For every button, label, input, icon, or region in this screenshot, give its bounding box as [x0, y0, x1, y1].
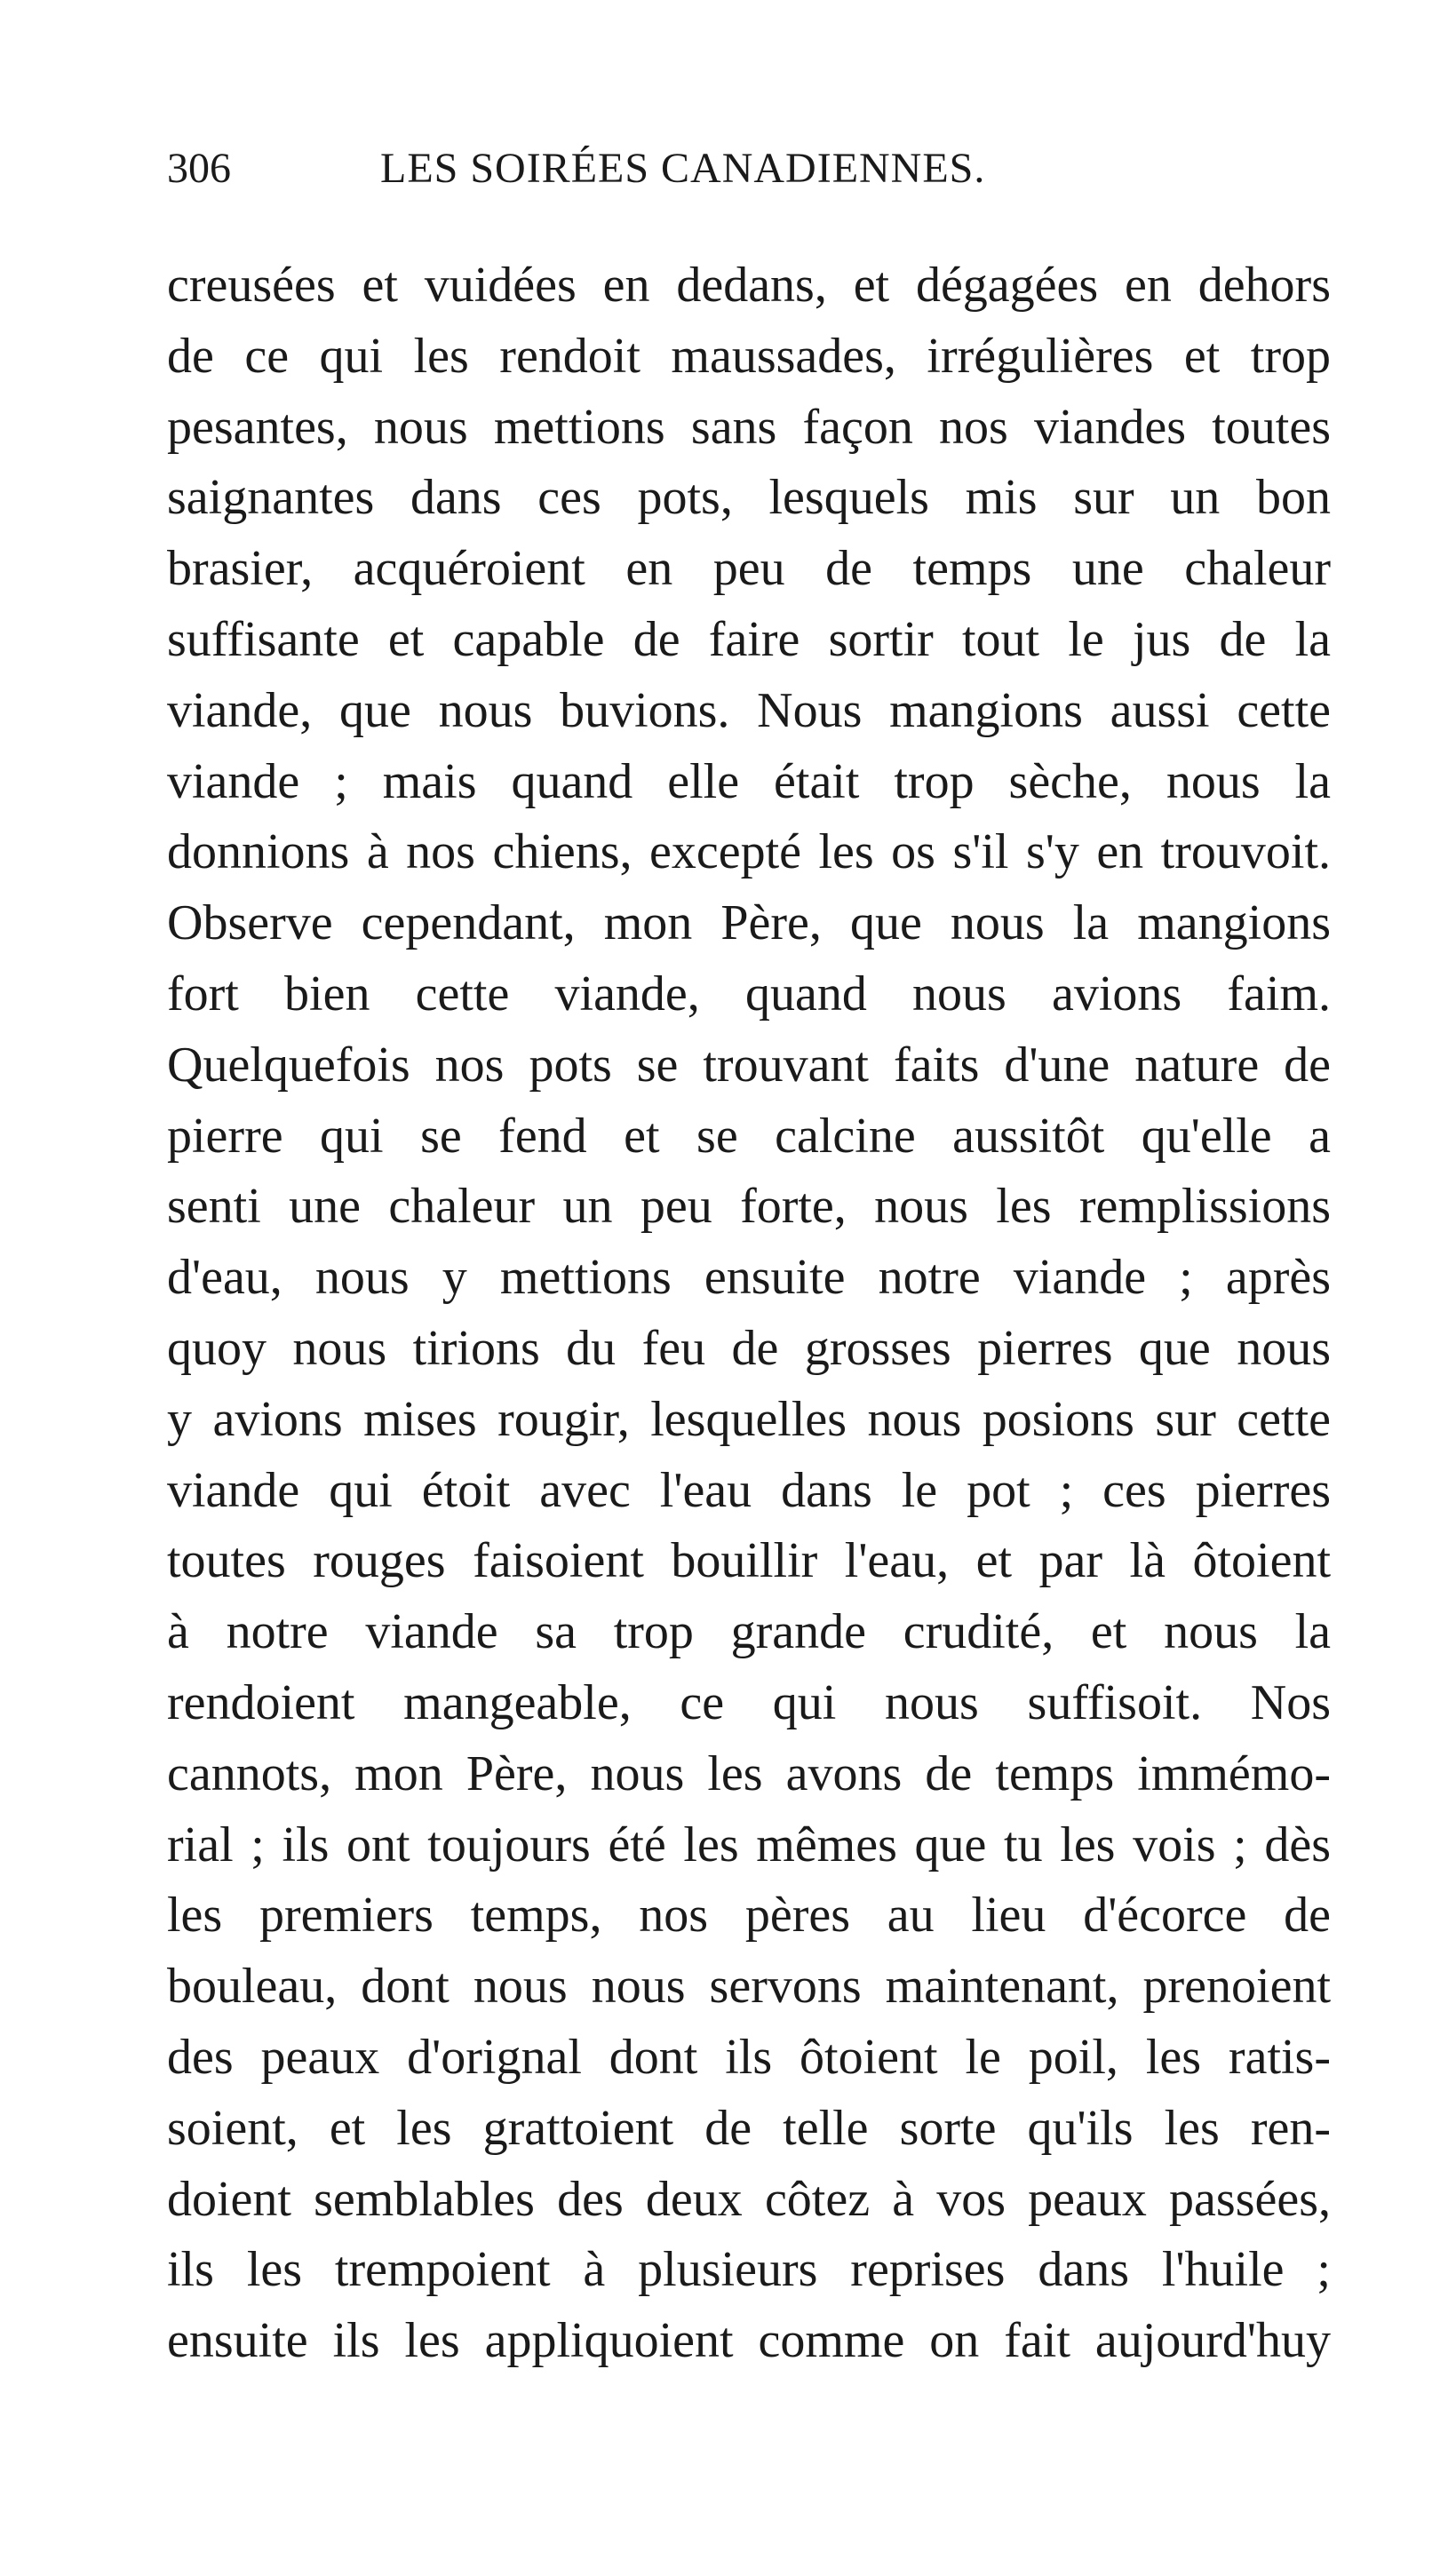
text-line: fort bien cette viande, quand nous avions faim.: [167, 966, 1331, 1022]
body-text: [167, 250, 1331, 2377]
text-line: cannots, mon Père, nous les avons de temps immémo-: [167, 1745, 1331, 1801]
text-line: Observe cependant, mon Père, que nous la mangions: [167, 895, 1331, 951]
text-line: donnions à nos chiens, excepté les os s'il s'y en trouvoit.: [167, 824, 1331, 880]
text-line: suffisante et capable de faire sortir tout le jus de la: [167, 611, 1331, 667]
text-line: de ce qui les rendoit maussades, irrégulières et trop: [167, 328, 1331, 384]
text-line: à notre viande sa trop grande crudité, et nous la: [167, 1604, 1331, 1660]
text-line: quoy nous tirions du feu de grosses pierres que nous: [167, 1320, 1331, 1376]
text-line: les premiers temps, nos pères au lieu d'écorce de: [167, 1888, 1331, 1944]
text-line: Quelquefois nos pots se trouvant faits d'une nature de: [167, 1037, 1331, 1093]
text-line: creusées et vuidées en dedans, et dégagées en dehors: [167, 258, 1331, 313]
text-line: senti une chaleur un peu forte, nous les remplissions: [167, 1179, 1331, 1235]
page-number: 306: [167, 145, 231, 192]
text-line: pierre qui se fend et se calcine aussitôt qu'elle a: [167, 1108, 1331, 1164]
text-line: soient, et les grattoient de telle sorte qu'ils les ren-: [167, 2100, 1331, 2156]
text-line: rial ; ils ont toujours été les mêmes que tu les vois ; dès: [167, 1817, 1331, 1872]
text-line: pesantes, nous mettions sans façon nos viandes toutes: [167, 399, 1331, 455]
text-line: saignantes dans ces pots, lesquels mis sur un bon: [167, 470, 1331, 526]
text-line: y avions mises rougir, lesquelles nous posions sur cette: [167, 1391, 1331, 1447]
text-line: d'eau, nous y mettions ensuite notre viande ; après: [167, 1250, 1331, 1306]
text-line: rendoient mangeable, ce qui nous suffisoit. Nos: [167, 1674, 1331, 1730]
text-line: ensuite ils les appliquoient comme on fait aujourd'huy: [167, 2313, 1331, 2369]
running-title: LES SOIRÉES CANADIENNES.: [380, 145, 986, 192]
text-line: des peaux d'orignal dont ils ôtoient le poil, les ratis-: [167, 2029, 1331, 2085]
text-line: bouleau, dont nous nous servons maintenant, prenoient: [167, 1959, 1331, 2015]
text-line: viande, que nous buvions. Nous mangions aussi cette: [167, 682, 1331, 738]
text-line: doient semblables des deux côtez à vos peaux passées,: [167, 2171, 1331, 2227]
text-line: ils les trempoient à plusieurs reprises dans l'huile ;: [167, 2242, 1331, 2298]
text-line: brasier, acquéroient en peu de temps une chaleur: [167, 541, 1331, 597]
text-line: toutes rouges faisoient bouillir l'eau, et par là ôtoient: [167, 1533, 1331, 1589]
text-line: viande qui étoit avec l'eau dans le pot ; ces pierres: [167, 1462, 1331, 1518]
running-head: [167, 140, 1331, 197]
text-line: viande ; mais quand elle était trop sèche, nous la: [167, 753, 1331, 809]
